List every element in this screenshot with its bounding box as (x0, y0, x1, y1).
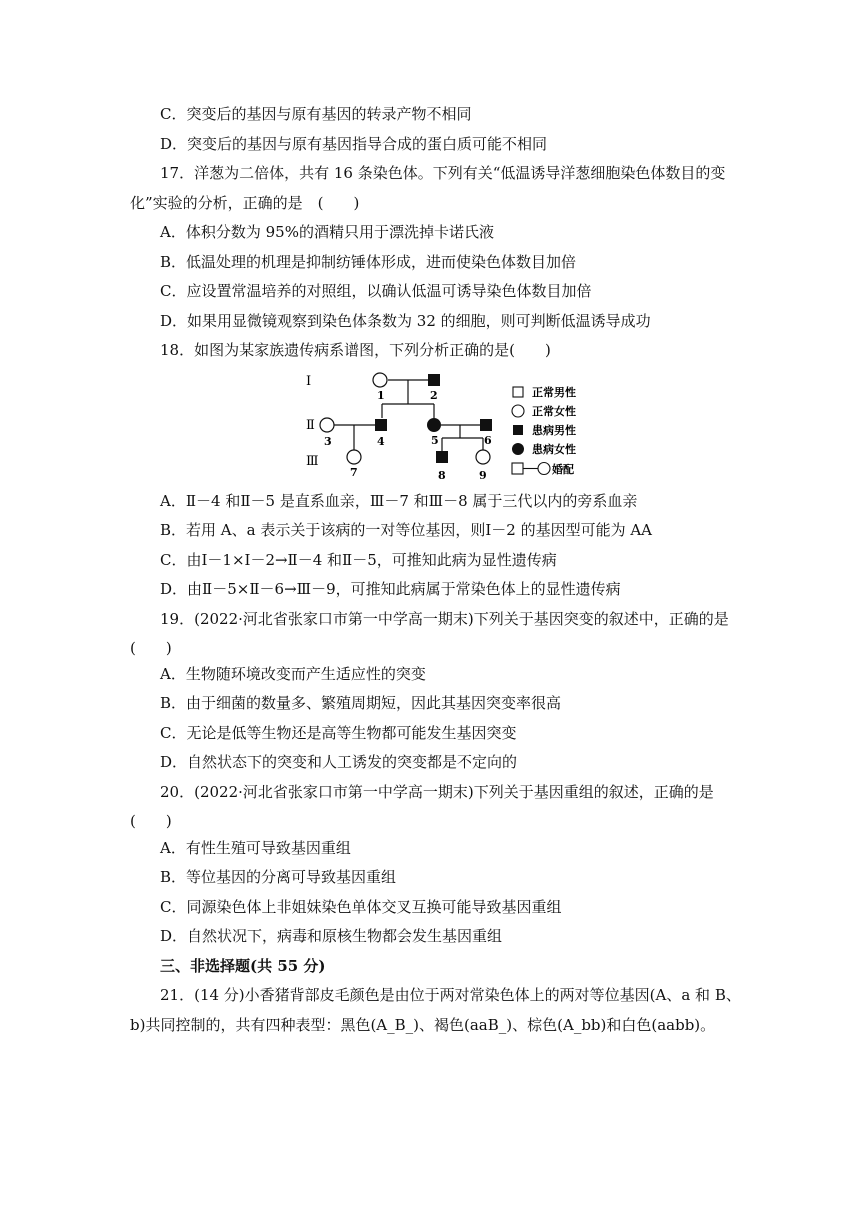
legend-normal-male-label: 正常男性 (532, 386, 576, 399)
individual-I-2 (428, 374, 440, 386)
q17-option-c: C．应设置常温培养的对照组，以确认低温可诱导染色体数目加倍 (160, 282, 592, 300)
q19-option-d: D．自然状态下的突变和人工诱发的突变都是不定向的 (160, 753, 518, 771)
q17-option-b: B．低温处理的机理是抑制纺锤体形成，进而使染色体数目加倍 (160, 253, 577, 271)
q19-option-b: B．由于细菌的数量多、繁殖周期短，因此其基因突变率很高 (160, 694, 562, 712)
q18-option-b: B．若用 A、a 表示关于该病的一对等位基因，则Ⅰ－2 的基因型可能为 AA (160, 521, 653, 539)
q19-stem-line2: ( ) (130, 639, 172, 657)
individual-II-4 (375, 419, 387, 431)
q16-option-c: C．突变后的基因与原有基因的转录产物不相同 (160, 105, 472, 123)
legend-normal-female-label: 正常女性 (532, 405, 576, 418)
q20-stem-line1: 20．(2022·河北省张家口市第一中学高一期末)下列关于基因重组的叙述，正确的是 (160, 783, 714, 801)
generation-label-III: Ⅲ (306, 454, 319, 469)
legend-marriage-circle-icon (538, 463, 550, 475)
legend-affected-female-label: 患病女性 (532, 443, 576, 456)
q18-option-a: A．Ⅱ－4 和Ⅱ－5 是直系血亲，Ⅲ－7 和Ⅲ－8 属于三代以内的旁系血亲 (160, 492, 638, 510)
q17-stem-line2: 化”实验的分析，正确的是 ( ) (130, 194, 360, 212)
q19-option-c: C．无论是低等生物还是高等生物都可能发生基因突变 (160, 724, 517, 742)
individual-II-3 (320, 418, 334, 432)
legend-normal-female-icon (512, 405, 524, 417)
q20-option-a: A．有性生殖可导致基因重组 (160, 839, 351, 857)
q20-stem-line2: ( ) (130, 812, 172, 830)
generation-label-II: Ⅱ (306, 418, 315, 433)
individual-number: 2 (430, 389, 438, 402)
legend-marriage-square-icon (512, 463, 523, 474)
generation-label-I: Ⅰ (306, 374, 312, 389)
q17-option-d: D．如果用显微镜观察到染色体条数为 32 的细胞，则可判断低温诱导成功 (160, 312, 651, 330)
individual-II-6 (480, 419, 492, 431)
q20-option-c: C．同源染色体上非姐妹染色单体交叉互换可能导致基因重组 (160, 898, 562, 916)
q18-stem: 18．如图为某家族遗传病系谱图，下列分析正确的是( ) (160, 341, 551, 359)
individual-II-5 (427, 418, 441, 432)
q19-option-a: A．生物随环境改变而产生适应性的突变 (160, 665, 426, 683)
legend-affected-female-icon (512, 443, 524, 455)
section-heading: 三、非选择题(共 55 分) (160, 957, 326, 975)
legend-affected-male-icon (513, 425, 523, 435)
individual-number: 9 (479, 469, 487, 482)
legend-normal-male-icon (513, 387, 523, 397)
q18-option-d: D．由Ⅱ－5×Ⅱ－6→Ⅲ－9，可推知此病属于常染色体上的显性遗传病 (160, 580, 621, 598)
legend-affected-male-label: 患病男性 (532, 424, 576, 437)
q17-option-a: A．体积分数为 95%的酒精只用于漂洗掉卡诺氏液 (160, 223, 494, 241)
q21-stem-line1: 21．(14 分)小香猪背部皮毛颜色是由位于两对常染色体上的两对等位基因(A、a 和 B、 (160, 986, 741, 1004)
q17-stem-line1: 17．洋葱为二倍体，共有 16 条染色体。下列有关“低温诱导洋葱细胞染色体数目的变 (160, 164, 726, 182)
legend-marriage-label: 婚配 (552, 463, 574, 476)
q16-option-d: D．突变后的基因与原有基因指导合成的蛋白质可能不相同 (160, 135, 548, 153)
q20-option-b: B．等位基因的分离可导致基因重组 (160, 868, 397, 886)
individual-number: 1 (377, 389, 385, 402)
individual-number: 7 (350, 466, 358, 479)
individual-number: 4 (377, 435, 385, 448)
individual-III-7 (347, 450, 361, 464)
individual-number: 8 (438, 469, 446, 482)
individual-number: 3 (324, 435, 332, 448)
individual-III-9 (476, 450, 490, 464)
individual-number: 6 (484, 434, 492, 447)
individual-number: 5 (431, 434, 439, 447)
pedigree-chart (300, 368, 600, 484)
q20-option-d: D．自然状况下，病毒和原核生物都会发生基因重组 (160, 927, 503, 945)
q18-option-c: C．由Ⅰ－1×Ⅰ－2→Ⅱ－4 和Ⅱ－5，可推知此病为显性遗传病 (160, 551, 557, 569)
individual-III-8 (436, 451, 448, 463)
q19-stem-line1: 19．(2022·河北省张家口市第一中学高一期末)下列关于基因突变的叙述中，正确的是 (160, 610, 729, 628)
q21-stem-line2: b)共同控制的，共有四种表型：黑色(A_B_)、褐色(aaB_)、棕色(A_bb)和白色(aabb)。 (130, 1016, 716, 1034)
individual-I-1 (373, 373, 387, 387)
